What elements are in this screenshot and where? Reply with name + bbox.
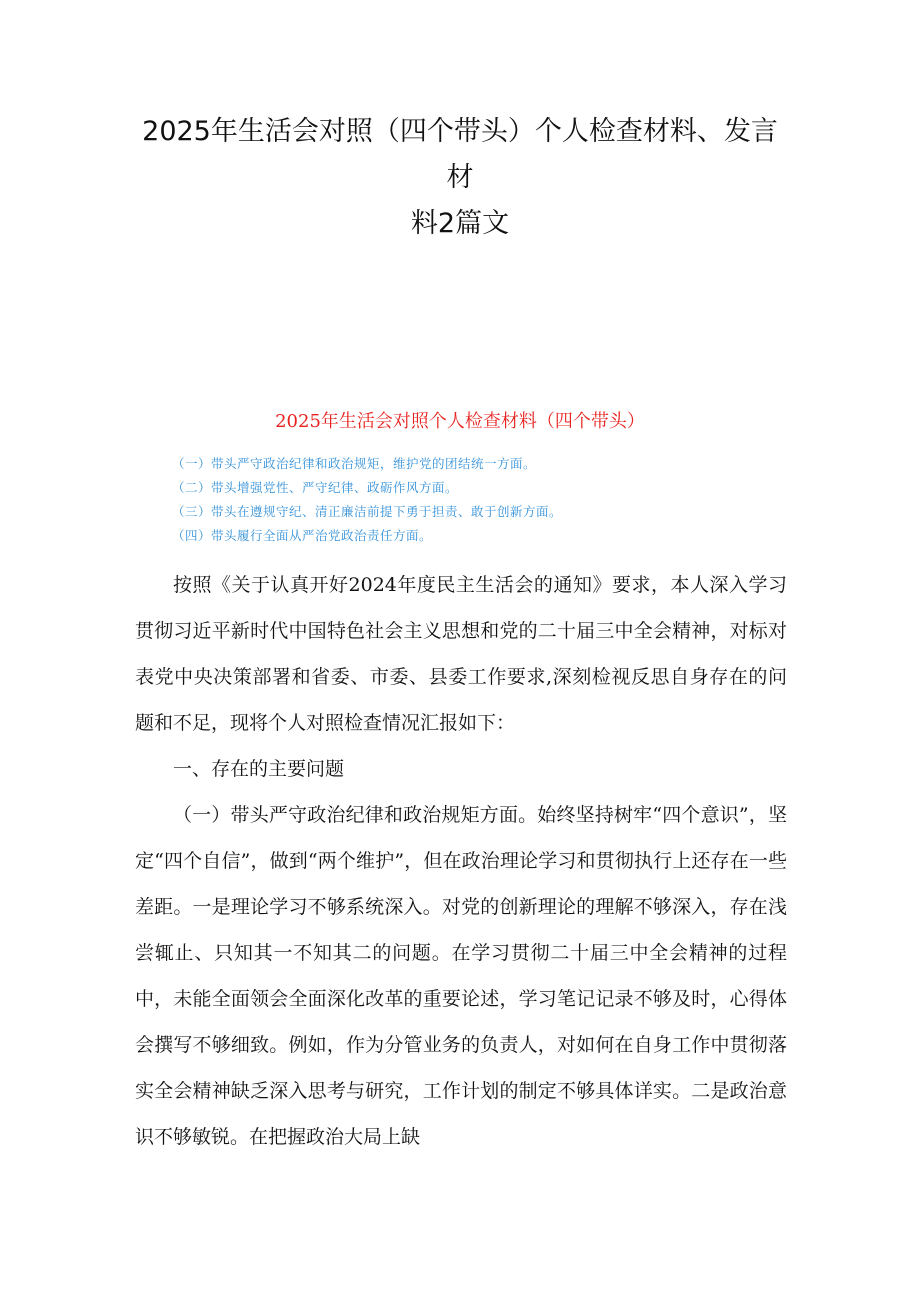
document-title-line-3: 料2篇文 bbox=[410, 208, 510, 239]
toc-item: （一）带头严守政治纪律和政治规矩，维护党的团结统一方面。 bbox=[172, 456, 537, 471]
toc-item: （四）带头履行全面从严治党政治责任方面。 bbox=[172, 528, 433, 543]
toc-item: （二）带头增强党性、严守纪律、政砺作风方面。 bbox=[172, 480, 459, 495]
toc-item: （三）带头在遵规守纪、清正廉洁前提下勇于担责、敢于创新方面。 bbox=[172, 504, 563, 519]
section-heading: 一、存在的主要问题 bbox=[173, 758, 345, 780]
document-body bbox=[135, 562, 787, 1160]
body-paragraph: （一）带头严守政治纪律和政治规矩方面。始终坚持树牢“四个意识”，坚定“四个自信”，做到“两个维护”，但在政治理论学习和贯彻执行上还存在一些差距。一是理论学习不够系统深入。对党的创新理论的理解不够深入，存在浅尝辄止、只知其一不知其二的问题。在学习贯彻二十届三中全会精神的过程中，未能全面领会全面深化改革的重要论述，学习笔记记录不够及时，心得体会撰写不够细致。例如，作为分管业务的负责人，对如何在自身工作中贯彻落实全会精神缺乏深入思考与研究，工作计划的制定不够具体详实。二是政治意识不够敏锐。在把握政治大局上缺 bbox=[135, 804, 787, 1148]
document-title-line-2: 材 bbox=[446, 162, 474, 193]
intro-paragraph: 按照《关于认真开好2024年度民主生活会的通知》要求，本人深入学习贯彻习近平新时代中国特色社会主义思想和党的二十届三中全会精神，对标对表党中央决策部署和省委、市委、县委工作要求,深刻检视反思自身存在的问题和不足，现将个人对照检查情况汇报如下： bbox=[135, 574, 787, 734]
document-title-line-1: 2025年生活会对照（四个带头）个人检查材料、发言 bbox=[142, 116, 778, 147]
section-title: 2025年生活会对照个人检查材料（四个带头） bbox=[275, 411, 645, 432]
table-of-contents bbox=[172, 452, 562, 548]
